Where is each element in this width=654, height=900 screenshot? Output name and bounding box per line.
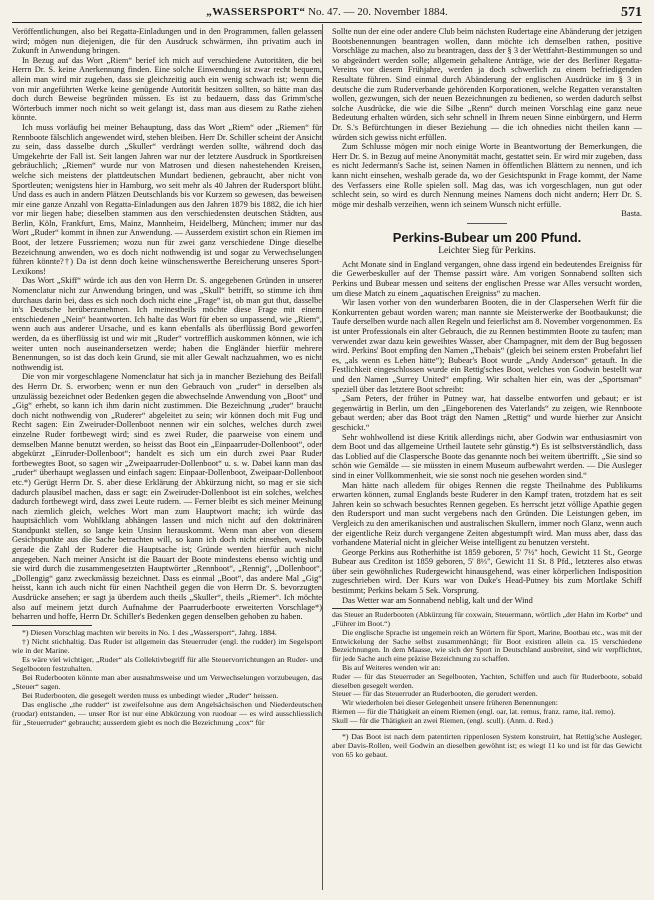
article-title: Perkins-Bubear um 200 Pfund.	[392, 229, 582, 245]
footnote: Es wäre viel wichtiger, „Ruder“ als Collektivbegriff für alle Steuervorrichtungen an Ruder- und Segelbooten festzuhalten.	[12, 654, 322, 673]
footnote: *) Das Boot ist nach dem patentirten rippenlosen System konstruirt, hat Rettig'sche Ausleger, aber Davis-Rollen, weil Godwin an dieselben gewöhnt ist; es wiegt 11 ko und ist für das Gewicht von 65 ko gebaut.	[332, 731, 642, 759]
paragraph: „Sam Peters, der früher in Putney war, hat dasselbe entworfen und gebaut; er ist gegenwärtig in Berlin, um den „Eingeborenen des Vaterlands“ zu zeigen, wie Rennboote gebaut werden; aber das Boot trägt den Namen „Rettig“ und wurde hierher zur Ansicht geschickt.“	[332, 394, 642, 432]
paragraph: Wir lasen vorher von den wunderbaren Booten, die in der Claspersehen Werft für die Konkurrenten gebaut worden waren; man nannte sie Meisterwerke der Bootbaukunst; die Taufe derselben wurde nach allen Regeln und feierlichst am 8. November vorgenommen. Es ist unter Professionals ein alter Gebrauch, die zu Rennen bestimmten Boote zu taufen; man verwendet zwar dazu kein geweihtes Wasser, aber Champagner, mit dem der Bug begossen wird. Perkins' Boot empfing den Namen „Thebais“ (gleich bei seinem ersten Probefahrt lief es, „als wenn es Leben hätte“); Bubear's Boot wurde „Andy Anderson“ getauft. In die Festlichkeit eingeschlossen wurde ein Rettig'sches Boot, welches von Godwin bestellt war und den Namen „Surrey United“ empfing. Wir schalten hier ein, was der „Sportsman“ speziell über das letztere Boot schreibt:	[332, 298, 642, 394]
footnote: *) Diesen Vorschlag machten wir bereits in No. 1 des „Wassersport“, Jahrg. 1884.	[22, 627, 277, 637]
journal-title: „WASSERSPORT“	[206, 6, 306, 18]
paragraph: Das Wetter war am Sonnabend neblig, kalt und der Wind	[342, 595, 533, 605]
term-definition: Steuer — für das Steuerruder an Ruderbooten, die gerudert werden.	[332, 689, 538, 699]
paragraph: In Bezug auf das Wort „Riem“ berief ich mich auf verschiedene Autoritäten, die bei Herrn Dr. S. keine Anerkennung finden. Eine solche Einwendung ist zwar recht bequem, allein man wird mir zugeben, dass sie gleichzeitig auch ein wenig schwach ist; wenn die von mir angeführten Werke keine genügende Autorität besitzen sollten, so hätte man das doch durch Beweise begründen müssen. Es ist zu bedauern, dass das Grimm'sche Wörterbuch immer noch nicht so weit gelangt ist, dass man aus diesem zu Rathe ziehen könnte.	[12, 55, 322, 123]
column-divider	[322, 24, 323, 890]
paragraph: Sehr wohlwollend ist diese Kritik allerdings nicht, aber Godwin war enthusiasmirt von dem Boot und das allgemeine Urtheil lautete sehr günstig.*) Es ist selbstverständlich, dass das Loblied auf die Claspersche Boote das genannte noch bei weitem übertrifft. „Sie sind so schön wie Gemälde — sie müssten in einem Museum aufbewahrt werden. — Die Ausleger sind in einer Vollkommenheit, wie sie sonst noch nie gesehen worden sind.“	[332, 432, 642, 480]
term-definition: Riemen — für die Thätigkeit an einem Riemen (engl. oar, lat. remus, franz. rame, ital. remo).	[332, 707, 616, 717]
left-column	[12, 27, 322, 889]
term-definition: Wir wiederholen bei dieser Gelegenheit unsere früheren Benennungen:	[342, 698, 558, 708]
paragraph: Sollte nun der eine oder andere Club beim nächsten Rudertage eine Abänderung der jetzigen Bootsbenennungen beantragen wollen, dann möchte ich demselben rathen, positive Vorschläge zu machen, also zu beantragen, dass der § 3 der Wettfahrt-Bestimmungen so und so abgeändert werden solle; allgemein gehaltene Anträge, wie der des Berliner Regatta-Vereins vor diesem Frühjahre, werden ja doch schwerlich zu einem befriedigenden Resultate führen. Sind einmal durch Abänderung der englischen Ausdrücke im § 3 in deutsche die zum Ruderverbande gehörenden Korporationen, welche Regatten veranstalten wollen, gezwungen, sich der neuen Bezeichnungen zu bedienen, so werden dadurch selbst solche Ausdrücke, die wie die Silbe „Renn“ durch meinen Vorschlag eine ganz neue Bedeutung erhalten würden, sich sehr schnell in Ihrem neuen Sinne einbürgern, und Herrn Dr. S.'s Befürchtungen in dieser Beziehung — die ich ohnedies nicht theilen kann — würden sich gewiss nicht erfüllen.	[332, 27, 642, 142]
paragraph: Ich muss vorläufig bei meiner Behauptung, dass das Wort „Riem“ oder „Riemen“ für Rennboote fälschlich angewendet wird, stehen bleiben. Herr Dr. Schiller scheint der Ansicht zu sein, dass dasselbe durch „Skuller“ verdrängt werden sollte, während doch das Umgekehrte der Fall ist. Seit langen Jahren war nur der letztere Ausdruck in Sportkreisen gebräuchlich; „Riemen“ wurde nur von Matrosen und diesen nahestehenden Kreisen, welche sich meistens der plattdeutschen Mundart bedienen, gebraucht, aber nicht von Sportleuten; wenigstens hier in Hamburg, wo seit mehr als 40 Jahren der Rudersport blüht. Und dass es auch in andern Plätzen Deutschlands bis vor Kurzem so gewesen, das beweisen mir eine ganze Anzahl von Regatta-Einladungen aus den Jahren 1879 bis 1882, die ich hier vor mir liegen habe; dieselben stammen aus den verschiedensten deutschen Städten, aus Berlin, Köln, Frankfurt, Ems, Mainz, Mannheim, Heidelberg, München; immer nur das Wort „Ruder“ kommt in ihnen zur Anwendung. — Ausserdem existirt schon ein Riemen im Boot, der letzere Fussriemen; wozu nun für zwei ganz verschiedene Dinge dieselbe Bezeichnung anwenden, wo es doch nicht nothwendig ist und sogar zu Verwechselungen führen könnte?†) Da ist denn doch keine wünschenswerthe Bereicherung unseres Sport-Lexikons!	[12, 122, 322, 276]
right-column	[332, 27, 642, 889]
footnote: Bei Ruderbooten könnte man aber ausnahmsweise und um Verwechselungen vorzubeugen, das „Steuer“ sagen.	[12, 672, 322, 691]
running-head	[12, 6, 642, 18]
paragraph: George Perkins aus Rotherhithe ist 1859 geboren, 5' 7½" hoch, Gewicht 11 St., George Bubear aus Crediton ist 1859 geboren, 5' 8⅓", Gewicht 11 St. 8 Pfd., letzteres also etwas über sein gewöhnliches Rudergewicht hinausgehend, was einer körperlichen Indisposition zugeschrieben wird. Der Kurs war von Duke's Head-Putney bis zum Mortlake Schiff bestimmt; Perkins bekam 5 Sek. Vorsprung.	[332, 547, 642, 596]
paragraph: Die von mir vorgeschlagene Nomenclatur hat sich ja in mancher Beziehung des Beifall des Herrn Dr. S. erworben; wenn er nun den Gebrauch von „ruder“ in derselben als unzulässig bezeichnet oder Bedenken gegen die abwechselnde Anwendung von „Boot“ und „Gig“ erhebt, so kann ich ihm darin nicht zustimmen. Die Bezeichnung „ruder“ braucht doch nicht nothwendig von „Ruderer“ abgeleitet zu sein; wir können doch mit Fug und Recht sagen: Ein Zweiruder-Dollenboot nennen wir ein solches, welches durch zwei einzelne Ruder fortbewegt wird; sind es zwei Ruder, die paarweise von einem und demselben Manne benutzt werden, so heisst das Boot ein „Einpaarruder-Dollenboot“, oder abgekürzt „Einruder-Dollenboot“; handelt es sich um ein durch zwei Paar Ruder fortbewegtes Boot, so sagen wir „Zweipaarruder-Dollenboot“ u. s. w. Dabei kann man das „ruder“ überhaupt weglassen und einfach sagen: Einpaar-Dollenboot, Zweipaar-Dollenboot etc.*) Gerügt Herrn Dr. S. aber diese Erklärung der Abkürzung nicht, so mag er sie sich dadurch plausibel machen, dass er sagt: ein Zweiruder-Dollenboot ist ein solches, welches dadurch fortbewegt wird, dass zwei Leute rudern. — Ferner bleibt es sich meiner Meinung nach ziemlich gleich, welches Wort man zum Hauptwort macht; ich würde das hauptsächlich vom Wohlklang abhängen lassen und mich nicht auf den doktrinären Standpunkt stellen, so lange kein Unsinn herauskommt. Wenn man aber von diesem Gesichtspunkte aus die Sache betrachten will, so kann ich doch nicht einsehen, weshalb gerade die Zahl der Ruderer die Hauptsache ist; Gründe werden hierfür auch nicht angegeben. Nach meiner Ansicht ist die Bauart der Boote mindestens ebenso wichtig und sie wird durch die zusammengesetzten Hauptwörter „Rennboot“, „Rennig“, „Dollenboot“, „Dollengig“ ganz zweckmässig bezeichnet. Dass es einmal „Boot“, das andere Mal „Gig“ heisst, kann ich auch nicht für einen Nachtheil gegen die von Herrn Dr. S. bevorzugten Ausdrücke ansehen; er sagt ja überdem auch theils „Skuller“, theils „Riemer“. Ich möchte also auf meinem jetzt durch Aufnahme der Paarruderboote erweiterten Vorschlage*) beharren und hoffe, Herrn Dr. Schiller's Bedenken gegen denselben gehoben zu haben.	[12, 372, 322, 622]
article-subtitle: Leichter Sieg für Perkins.	[438, 245, 536, 256]
header-rule	[12, 22, 642, 23]
paragraph: Zum Schlusse mögen mir noch einige Worte in Beantwortung der Bemerkungen, die Herr Dr. S. in Bezug auf meine Anonymität macht, gestattet sein. Er wird mir zugeben, dass es nicht Jedermann's Sache ist, seinen Namen in öffentlichen Blättern zu nennen, und ich kann nicht einsehen, weshalb gerade da, wo der Gesichtspunkt in Frage kommt, der Name des Verfassers eine Rolle spielen soll. Mag das, was ich vorgeschlagen, nun gut oder schlecht sein, so wird es durch Nennung meines Namens doch nicht andern; Herr Dr. S. möge mir deshalb verzeihen, wenn ich seinem Wunsch nicht erfülle.	[332, 142, 642, 209]
term-definition: Skull — für die Thätigkeit an zwei Riemen, (engl. scull). (Anm. d. Red.)	[332, 715, 553, 725]
issue-info: No. 47. — 20. November 1884.	[308, 6, 448, 18]
footnote: †) Nicht stichhaltig. Das Ruder ist allgemein das Steuerruder (engl. the rudder) im Segelsport wie in der Marine.	[12, 636, 322, 655]
paragraph: Acht Monate sind in England vergangen, ohne dass irgend ein bedeutendes Ereigniss für die Gewerbeskuller auf der Themse passirt wäre. Am vorigen Sonnabend sollten sich Perkins und Bubear messen und seitens der englischen Presse war Alles versucht worden, um diese Match zu einem „aquatischen Ereigniss“ zu machen.	[332, 259, 642, 298]
paragraph: Man hätte nach alledem für obiges Rennen die regste Theilnahme des Publikums erwarten können, zumal Englands beste Ruderer in den Kampf traten, trotzdem hat es seit Jahren kein so schwach besuchtes Rennen gegeben. Es herrscht jetzt völlige Apathie gegen den Rudersport und man sucht vergebens nach den Gründen. Die Leistungen geben, im Vergleich zu den amerikanischen und australischen Skullern, immer noch Glanz, wenn auch der eigentliche Reiz durch vergangene Zeiten abgestumpft wird. Man muss aber, dass das vorhandene Material nicht in gleicher Weise intelligent zu benutzen versteht.	[332, 480, 642, 548]
paragraph: Veröffentlichungen, also bei Regatta-Einladungen und in den Programmen, fallen gelassen wird; mögen nun diejenigen, die für den Ausdruck schwärmen, ihn privatim auch in Zukunft in Anwendung bringen.	[12, 27, 322, 56]
term-definition: Ruder — für das Steuerruder an Segelbooten, Yachten, Schiffen und auch für Ruderboote, sobald dieselben gesegelt werden.	[332, 671, 642, 690]
paragraph: Die englische Sprache ist ungemein reich an Wörtern für Sport, Marine, Bootbau etc., was mit der Entwickelung der Sache selbst zusammenhängt; für Boot existiren allein ca. 15 verschiedene Bezeichnungen. In dem Maasse, wie sich der Sport in Deutschland ausbreitet, sind wir verpflichtet, für jede Sache auch eine präzise Bezeichnung zu schaffen.	[332, 627, 642, 664]
section-separator	[467, 223, 507, 224]
paragraph: das Steuer an Ruderbooten (Abkürzung für coxwain, Steuermann, wörtlich „der Hahn im Korbe“ und „Führer im Boot.“)	[332, 610, 642, 629]
signature: Basta.	[621, 209, 642, 219]
footnote-rule	[332, 608, 412, 609]
page-number: 571	[621, 5, 642, 20]
footnote: Bei Ruderbooten, die gesegelt werden muss es unbedingt wieder „Ruder“ heissen.	[22, 690, 279, 700]
footnote: Das englische „the rudder“ ist zweifelsohne aus dem Angelsächsischen und Niederdeutschen (ruodar) entstanden, — unser Ror ist nur eine Abkürzung von ruodoar — es wird ausschliesslich für „Steuerruder“ gebraucht; ausserdem giebt es noch die Bezeichnung „cox“ für	[12, 699, 322, 727]
footnote-rule	[332, 729, 412, 730]
footnote-rule	[12, 625, 92, 626]
paragraph: Bis auf Weiteres wenden wir an:	[342, 663, 441, 673]
paragraph: Das Wort „Skiff“ würde ich aus den von Herrn Dr. S. angegebenen Gründen in unserer Nomenclatur nicht zur Anwendung bringen, und was „Skull“ betrifft, so stimme ich ihm durchaus darin bei, dass es sich noch doch nicht eine „Frage“ ist, ob man gut thut, dasselbe in's Deutsche herüberzunehmen. Ich meinestheils möchte diese Frage mit einem entschiedenen „Nein“ beantworten. Ich halte das Wort für eben so unpassend, wie „Riem“, wenn auch aus anderer Ursache, und es kann ebenfalls als überflüssig Bord geworfen werden, da es überflüssig ist und wir mit „Ruder“ vortrefflich auskommen können, wie ich weiter unten noch auseinandersetzen werde; haben die Engländer hierfür mehrere Benennungen, so ist das doch kein Grund, sie mit aller Gewalt nachzuahmen, wo es nicht nothwendig ist.	[12, 276, 322, 372]
